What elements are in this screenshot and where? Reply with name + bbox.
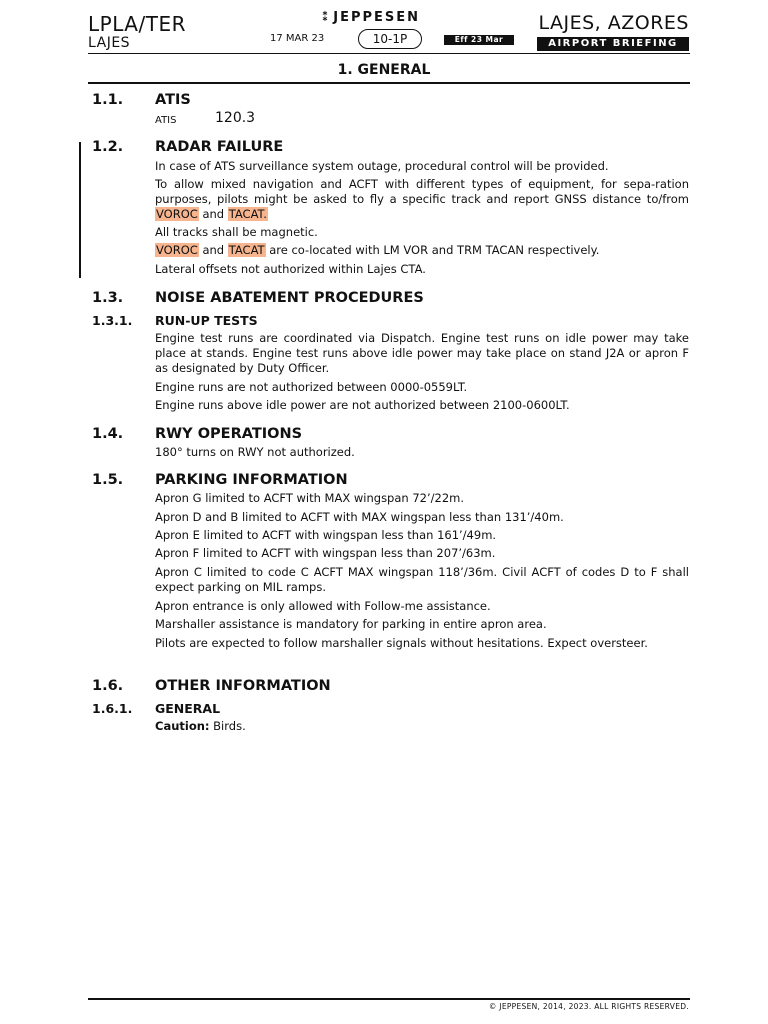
subsection-heading-general: GENERAL	[155, 701, 221, 716]
conjunction-text: and	[198, 207, 228, 221]
section-heading-noise-abatement: NOISE ABATEMENT PROCEDURES	[155, 290, 424, 306]
tacat-highlight: TACAT.	[228, 207, 267, 221]
parking-line: Pilots are expected to follow marshaller signals without hesitations. Expect oversteer.	[155, 636, 648, 650]
header-divider	[88, 53, 690, 54]
atis-label: ATIS	[155, 115, 177, 126]
section-heading-other-information: OTHER INFORMATION	[155, 678, 331, 694]
voroc-highlight: VOROC	[156, 243, 198, 257]
subsection-heading-run-up-tests: RUN-UP TESTS	[155, 313, 258, 328]
section-number-1-6: 1.6.	[92, 678, 124, 694]
parking-line: Apron C limited to code C ACFT MAX wingspan 118’/36m. Civil ACFT of codes D to F shall expect parking on MIL ramps.	[155, 565, 689, 594]
tacat-highlight: TACAT	[228, 243, 265, 257]
section-number-1-5: 1.5.	[92, 472, 124, 488]
voroc-highlight: VOROC	[156, 207, 198, 221]
section-heading-atis: ATIS	[155, 92, 191, 108]
section-number-1-1: 1.1.	[92, 92, 124, 108]
subsection-number-1-3-1: 1.3.1.	[92, 313, 133, 328]
parking-line: Apron F limited to ACFT with wingspan less than 207’/63m.	[155, 546, 496, 560]
parking-line: Apron G limited to ACFT with MAX wingspan 72’/22m.	[155, 491, 465, 505]
caution-note	[155, 719, 689, 734]
section-number-1-2: 1.2.	[92, 139, 124, 155]
airport-city: LAJES	[88, 35, 131, 51]
section-heading-radar-failure: RADAR FAILURE	[155, 139, 284, 155]
parking-line: Apron D and B limited to ACFT with MAX wingspan less than 131’/40m.	[155, 510, 564, 524]
radar-failure-paragraph-2	[155, 177, 689, 222]
parking-line: Apron entrance is only allowed with Follow-me assistance.	[155, 599, 491, 613]
jeppesen-logo	[322, 10, 420, 25]
caution-text: Birds.	[209, 719, 246, 733]
logo-text: JEPPESEN	[333, 10, 421, 25]
rwy-operations-paragraph: 180° turns on RWY not authorized.	[155, 445, 355, 459]
section-divider	[88, 82, 690, 84]
section-heading-parking-information: PARKING INFORMATION	[155, 472, 348, 488]
chart-type-badge: AIRPORT BRIEFING	[537, 37, 689, 51]
footer-divider	[88, 998, 690, 1000]
chart-date: 17 MAR 23	[270, 33, 325, 44]
radar-failure-paragraph-3: All tracks shall be magnetic.	[155, 225, 318, 239]
section-number-1-4: 1.4.	[92, 426, 124, 442]
caution-label: Caution:	[155, 719, 210, 733]
radar-failure-paragraph-5: Lateral offsets not authorized within Lajes CTA.	[155, 262, 426, 276]
section-title: 1. GENERAL	[337, 62, 431, 78]
subsection-number-1-6-1: 1.6.1.	[92, 701, 133, 716]
section-number-1-3: 1.3.	[92, 290, 124, 306]
colocation-text: are co-located with LM VOR and TRM TACAN respectively.	[265, 243, 600, 257]
chart-number: 10-1P	[358, 29, 422, 49]
copyright-notice: © JEPPESEN, 2014, 2023. ALL RIGHTS RESERVED.	[488, 1002, 689, 1011]
atis-frequency: 120.3	[215, 110, 256, 126]
parking-line: Apron E limited to ACFT with wingspan less than 161’/49m.	[155, 528, 497, 542]
radar-failure-paragraph-4	[155, 243, 689, 258]
jeppesen-logo-icon: ⁑	[322, 10, 331, 24]
airport-icao-code: LPLA/TER	[88, 12, 186, 36]
section-heading-rwy-operations: RWY OPERATIONS	[155, 426, 303, 442]
effective-date-badge: Eff 23 Mar	[444, 35, 514, 45]
run-up-paragraph-2: Engine runs are not authorized between 0000-0559LT.	[155, 380, 468, 394]
airport-place: LAJES, AZORES	[538, 12, 689, 34]
revision-change-bar	[79, 142, 81, 278]
parking-line: Marshaller assistance is mandatory for parking in entire apron area.	[155, 617, 547, 631]
radar-failure-paragraph-1: In case of ATS surveillance system outage, procedural control will be provided.	[155, 159, 609, 173]
run-up-paragraph-1: Engine test runs are coordinated via Dispatch. Engine test runs on idle power may take place at stands. Engine test runs above idle power may take place on stand J2A or apron F as designated by Duty Officer.	[155, 331, 689, 375]
run-up-paragraph-3: Engine runs above idle power are not authorized between 2100-0600LT.	[155, 398, 570, 412]
radar-failure-text: To allow mixed navigation and ACFT with different types of equipment, for sepa-ration purposes, pilots might be asked to fly a specific track and report GNSS distance to/from	[155, 177, 689, 206]
conjunction-text: and	[198, 243, 228, 257]
